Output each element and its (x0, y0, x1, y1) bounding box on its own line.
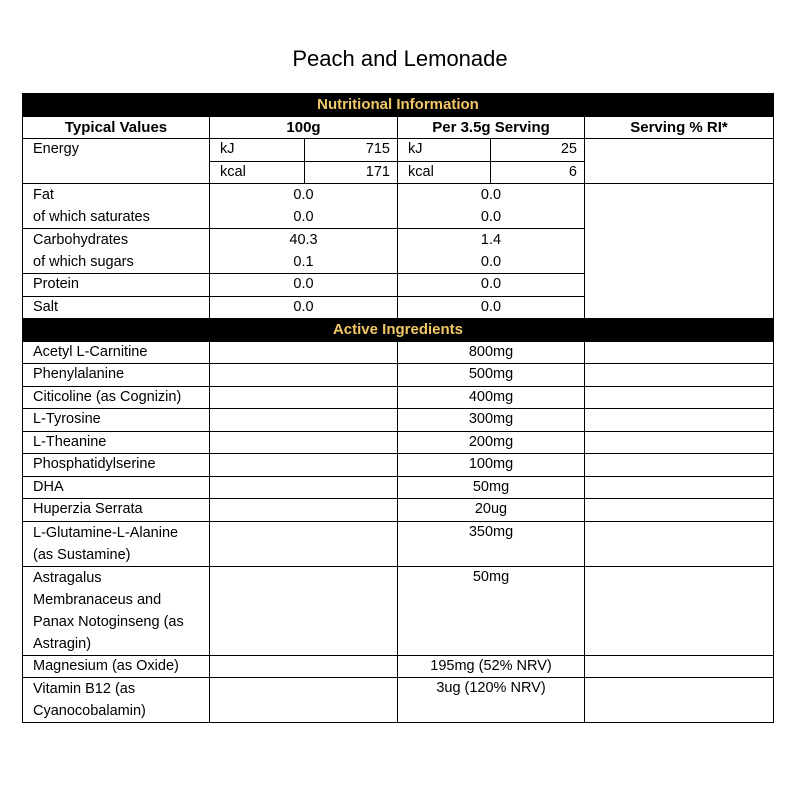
ri-cell (585, 184, 774, 319)
table-row (23, 499, 774, 522)
table-row (23, 521, 774, 566)
table-row (23, 409, 774, 432)
empty-cell (210, 678, 398, 723)
ingredients-list (23, 341, 774, 723)
ingredient-name-line: (as Sustamine) (33, 546, 131, 563)
ingredient-amount: 100mg (398, 454, 585, 477)
value-cell (210, 229, 398, 274)
ri-cell (585, 341, 774, 364)
table-row (23, 678, 774, 723)
column-header-row (23, 116, 774, 139)
active-ingredients-header-row (23, 319, 774, 342)
empty-cell (210, 341, 398, 364)
value-cell: 0.0 (210, 274, 398, 297)
table-row (23, 655, 774, 678)
value-cell: 0.0 (398, 274, 585, 297)
row-label (23, 229, 210, 274)
ingredient-name-line: Membranaceus and (33, 591, 162, 608)
ingredient-name-line: Vitamin B12 (as (33, 681, 136, 697)
page-title: Peach and Lemonade (292, 46, 508, 71)
empty-cell (210, 566, 398, 655)
empty-cell (210, 521, 398, 566)
column-header: Serving % RI* (585, 116, 774, 139)
ingredient-name (23, 521, 210, 566)
table-row (23, 431, 774, 454)
value: 40.3 (289, 232, 318, 248)
value-cell: 25 (491, 139, 585, 162)
ri-cell (585, 454, 774, 477)
value: 0.0 (480, 209, 502, 225)
value: 0.0 (293, 187, 314, 203)
ingredient-name (23, 678, 210, 723)
ingredient-amount: 500mg (398, 364, 585, 387)
ingredient-name-line: Panax Notoginseng (as (33, 613, 184, 630)
table-row (23, 139, 774, 162)
ingredient-amount: 400mg (398, 386, 585, 409)
row-label (23, 184, 210, 229)
ingredient-name: Acetyl L-Carnitine (23, 341, 210, 364)
ingredient-name: Huperzia Serrata (23, 499, 210, 522)
value-cell: 171 (305, 161, 398, 184)
section-heading: Nutritional Information (23, 94, 774, 117)
empty-cell (210, 386, 398, 409)
ingredient-name: DHA (23, 476, 210, 499)
value: 1.4 (480, 232, 502, 248)
value-cell (210, 184, 398, 229)
nutrient-subname: of which sugars (33, 254, 134, 270)
ingredient-name-line: L-Glutamine-L-Alanine (33, 524, 179, 541)
ingredient-amount: 50mg (398, 476, 585, 499)
ingredient-amount: 3ug (120% NRV) (398, 678, 585, 723)
empty-cell (210, 476, 398, 499)
table-row (23, 566, 774, 655)
ingredient-name: Phosphatidylserine (23, 454, 210, 477)
value: 0.0 (480, 187, 502, 203)
ingredient-amount: 350mg (398, 521, 585, 566)
ri-cell (585, 364, 774, 387)
ingredient-name: Phenylalanine (23, 364, 210, 387)
ri-cell (585, 499, 774, 522)
nutrient-subname: of which saturates (33, 209, 150, 225)
ingredient-name: L-Theanine (23, 431, 210, 454)
value-cell (398, 184, 585, 229)
row-label: Salt (23, 296, 210, 319)
value-cell: 0.0 (210, 296, 398, 319)
nutrient-name: Fat (33, 187, 54, 203)
empty-cell (210, 499, 398, 522)
ri-cell (585, 566, 774, 655)
value-cell: 715 (305, 139, 398, 162)
ingredient-name-line: Astragalus (33, 569, 102, 586)
ingredient-amount: 800mg (398, 341, 585, 364)
section-heading: Active Ingredients (23, 319, 774, 342)
table-row (23, 364, 774, 387)
ingredient-name: Citicoline (as Cognizin) (23, 386, 210, 409)
unit-cell: kcal (398, 161, 491, 184)
ri-cell (585, 431, 774, 454)
ri-cell (585, 678, 774, 723)
ingredient-name-line: Cyanocobalamin) (33, 703, 146, 719)
table-row (23, 386, 774, 409)
value-cell (398, 229, 585, 274)
column-header: Per 3.5g Serving (398, 116, 585, 139)
table-row (23, 454, 774, 477)
value: 0.1 (293, 254, 314, 270)
value: 0.0 (293, 209, 314, 225)
table-row (23, 476, 774, 499)
table-row (23, 341, 774, 364)
ri-cell (585, 521, 774, 566)
row-label: Energy (23, 139, 210, 184)
column-header: Typical Values (23, 116, 210, 139)
column-header: 100g (210, 116, 398, 139)
ingredient-name: Magnesium (as Oxide) (23, 655, 210, 678)
ingredient-amount: 20ug (398, 499, 585, 522)
empty-cell (210, 409, 398, 432)
ingredient-amount: 200mg (398, 431, 585, 454)
ri-cell (585, 386, 774, 409)
value-cell: 0.0 (398, 296, 585, 319)
nutrient-name: Carbohydrates (33, 232, 129, 248)
ri-cell (585, 409, 774, 432)
ingredient-name: L-Tyrosine (23, 409, 210, 432)
ri-cell (585, 655, 774, 678)
ingredient-name-line: Astragin) (33, 635, 92, 652)
value: 0.0 (480, 254, 502, 270)
unit-cell: kJ (398, 139, 491, 162)
unit-cell: kcal (210, 161, 305, 184)
ri-cell (585, 139, 774, 184)
nutritional-info-header-row (23, 94, 774, 117)
empty-cell (210, 431, 398, 454)
table-row (23, 184, 774, 229)
ingredient-amount: 50mg (398, 566, 585, 655)
value-cell: 6 (491, 161, 585, 184)
empty-cell (210, 655, 398, 678)
ingredient-amount: 195mg (52% NRV) (398, 655, 585, 678)
empty-cell (210, 454, 398, 477)
nutrition-table (22, 93, 774, 723)
empty-cell (210, 364, 398, 387)
ingredient-amount: 300mg (398, 409, 585, 432)
unit-cell: kJ (210, 139, 305, 162)
ri-cell (585, 476, 774, 499)
ingredient-name (23, 566, 210, 655)
row-label: Protein (23, 274, 210, 297)
